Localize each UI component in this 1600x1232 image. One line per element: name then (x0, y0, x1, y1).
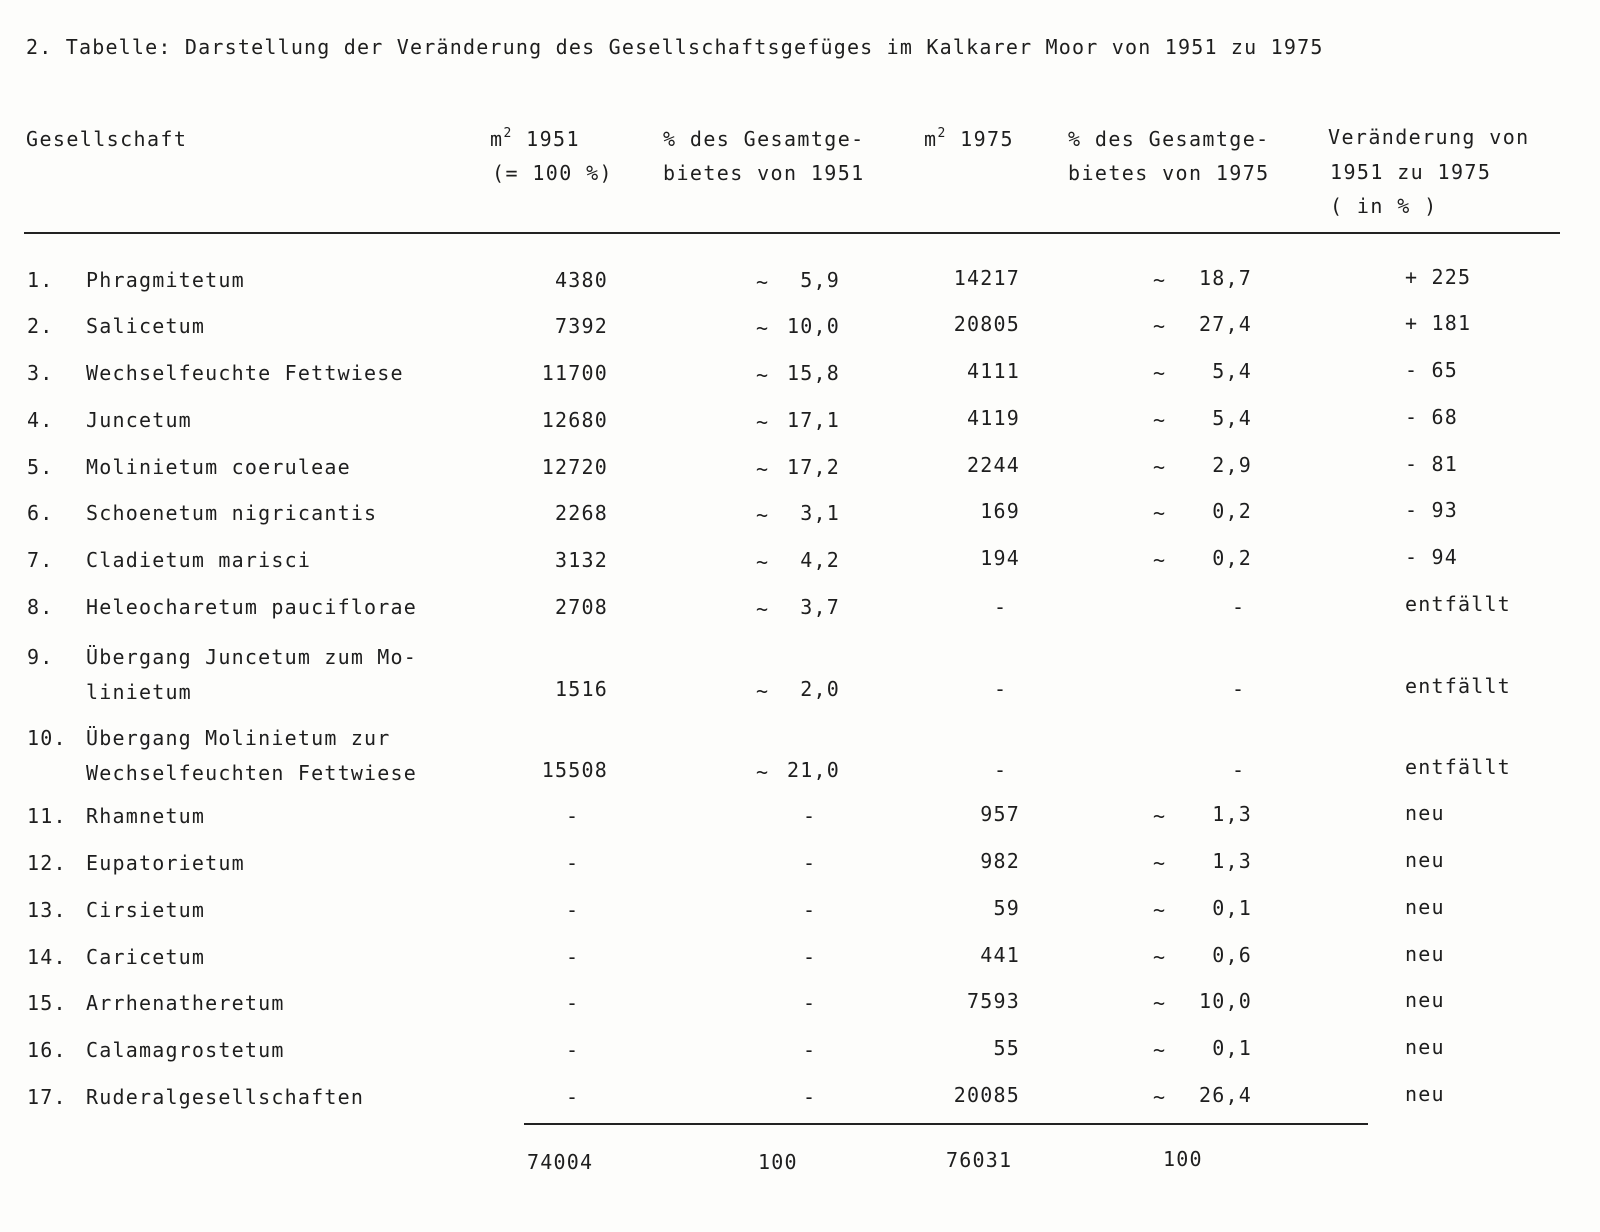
row-pct-1975: 0,1 (1212, 896, 1252, 920)
row-name: Ruderalgesellschaften (86, 1085, 365, 1109)
row-change: - 93 (1405, 498, 1458, 522)
row-m2-1951: - (566, 1085, 580, 1109)
row-pct-1975-tilde: ~ (1153, 1085, 1167, 1109)
row-pct-1951: 2,0 (800, 677, 840, 701)
row-change: neu (1405, 801, 1445, 825)
row-change: neu (1405, 895, 1445, 919)
row-pct-1951: 5,9 (800, 268, 840, 292)
row-change: entfällt (1405, 755, 1511, 779)
row-index: 15. (27, 991, 67, 1015)
row-pct-1975-tilde: ~ (1153, 898, 1167, 922)
row-m2-1975: - (994, 595, 1008, 619)
row-name-cont: linietum (86, 680, 192, 704)
row-pct-1951: - (803, 804, 817, 828)
row-change: - 68 (1405, 405, 1458, 429)
row-m2-1975: 20085 (953, 1083, 1020, 1107)
row-index: 3. (27, 361, 54, 385)
row-pct-1951: - (803, 851, 817, 875)
row-pct-1951: 21,0 (787, 758, 840, 782)
row-index: 1. (27, 268, 54, 292)
row-name-cont: Wechselfeuchten Fettwiese (86, 761, 418, 785)
row-m2-1951: 4380 (555, 268, 608, 292)
row-pct-1975-tilde: ~ (1153, 851, 1167, 875)
header-pct-1975-line2: bietes von 1975 (1068, 161, 1270, 185)
row-m2-1975: 14217 (953, 266, 1020, 290)
header-pct-1951-line1: % des Gesamtge- (663, 127, 865, 151)
row-name: Phragmitetum (86, 268, 245, 292)
row-m2-1975: 7593 (967, 989, 1020, 1013)
row-pct-1975-tilde: ~ (1153, 945, 1167, 969)
row-m2-1951: - (566, 804, 580, 828)
row-name: Übergang Juncetum zum Mo- (86, 645, 418, 669)
row-pct-1951-tilde: ~ (756, 550, 770, 574)
row-pct-1951-tilde: ~ (756, 457, 770, 481)
row-name: Calamagrostetum (86, 1038, 285, 1062)
header-change-line1: Veränderung von (1328, 125, 1530, 149)
row-change: neu (1405, 942, 1445, 966)
row-pct-1975-tilde: ~ (1153, 804, 1167, 828)
row-pct-1975: - (1232, 595, 1246, 619)
row-name: Eupatorietum (86, 851, 245, 875)
row-m2-1975: 59 (993, 896, 1020, 920)
row-m2-1975: 4111 (967, 359, 1020, 383)
row-m2-1951: - (566, 851, 580, 875)
row-name: Übergang Molinietum zur (86, 726, 391, 750)
header-m2-1951: $m^2$ 1951 (490, 126, 580, 151)
row-m2-1975: 169 (980, 499, 1020, 523)
row-change: entfällt (1405, 674, 1511, 698)
header-m2-1975: $m^2$ 1975 (924, 126, 1014, 151)
row-m2-1975: - (994, 677, 1008, 701)
row-m2-1951: - (566, 1038, 580, 1062)
row-m2-1951: 1516 (555, 677, 608, 701)
header-pct-1951-line2: bietes von 1951 (663, 161, 865, 185)
row-pct-1975-tilde: ~ (1153, 991, 1167, 1015)
header-change-line2: 1951 zu 1975 (1330, 160, 1492, 184)
row-change: entfällt (1405, 592, 1511, 616)
row-pct-1975-tilde: ~ (1153, 548, 1167, 572)
row-index: 4. (27, 408, 54, 432)
row-pct-1951: 3,7 (800, 595, 840, 619)
row-name: Cirsietum (86, 898, 206, 922)
row-change: + 225 (1405, 265, 1472, 289)
row-index: 12. (27, 851, 67, 875)
row-m2-1951: 2708 (555, 595, 608, 619)
row-pct-1951-tilde: ~ (756, 760, 770, 784)
row-index: 5. (27, 455, 54, 479)
header-gesellschaft: Gesellschaft (26, 127, 188, 151)
row-change: - 94 (1405, 545, 1458, 569)
row-name: Caricetum (86, 945, 206, 969)
row-change: + 181 (1405, 311, 1472, 335)
row-index: 10. (27, 726, 67, 750)
totals-rule (524, 1123, 1368, 1125)
row-name: Cladietum marisci (86, 548, 312, 572)
row-index: 2. (27, 314, 54, 338)
row-m2-1951: 2268 (555, 501, 608, 525)
row-name: Wechselfeuchte Fettwiese (86, 361, 404, 385)
row-pct-1951: - (803, 945, 817, 969)
row-pct-1975: - (1232, 677, 1246, 701)
row-name: Rhamnetum (86, 804, 206, 828)
row-m2-1975: 4119 (967, 406, 1020, 430)
row-pct-1975: 5,4 (1212, 359, 1252, 383)
header-pct-1975-line1: % des Gesamtge- (1068, 127, 1270, 151)
row-m2-1975: 441 (980, 943, 1020, 967)
row-pct-1975-tilde: ~ (1153, 268, 1167, 292)
row-change: - 65 (1405, 358, 1458, 382)
row-m2-1951: - (566, 945, 580, 969)
row-change: neu (1405, 1082, 1445, 1106)
row-name: Schoenetum nigricantis (86, 501, 378, 525)
row-m2-1975: 194 (980, 546, 1020, 570)
row-index: 11. (27, 804, 67, 828)
row-m2-1951: 12720 (541, 455, 608, 479)
row-pct-1975-tilde: ~ (1153, 455, 1167, 479)
row-pct-1975: 5,4 (1212, 406, 1252, 430)
row-index: 13. (27, 898, 67, 922)
row-pct-1951-tilde: ~ (756, 363, 770, 387)
row-change: neu (1405, 848, 1445, 872)
row-pct-1975-tilde: ~ (1153, 1038, 1167, 1062)
row-index: 7. (27, 548, 54, 572)
row-index: 16. (27, 1038, 67, 1062)
row-pct-1975: 27,4 (1199, 312, 1252, 336)
row-pct-1951-tilde: ~ (756, 503, 770, 527)
row-pct-1951: 15,8 (787, 361, 840, 385)
row-m2-1951: - (566, 991, 580, 1015)
row-pct-1975: - (1232, 758, 1246, 782)
table-title: 2. Tabelle: Darstellung der Veränderung des Gesellschaftsgefüges im Kalkarer Moor von 1951 zu 1975 (26, 35, 1324, 59)
row-name: Molinietum coeruleae (86, 455, 351, 479)
row-pct-1951: - (803, 1085, 817, 1109)
row-pct-1975: 2,9 (1212, 453, 1252, 477)
row-change: neu (1405, 1035, 1445, 1059)
row-name: Heleocharetum pauciflorae (86, 595, 418, 619)
row-index: 9. (27, 645, 54, 669)
row-pct-1951: 17,2 (787, 455, 840, 479)
total-pct-1975: 100 (1163, 1147, 1203, 1171)
row-pct-1951: 10,0 (787, 314, 840, 338)
row-m2-1951: 7392 (555, 314, 608, 338)
row-pct-1975: 0,1 (1212, 1036, 1252, 1060)
row-pct-1951-tilde: ~ (756, 270, 770, 294)
row-pct-1975-tilde: ~ (1153, 314, 1167, 338)
row-pct-1975: 0,6 (1212, 943, 1252, 967)
total-pct-1951: 100 (758, 1150, 798, 1174)
row-pct-1975: 1,3 (1212, 802, 1252, 826)
row-pct-1951-tilde: ~ (756, 597, 770, 621)
row-m2-1951: 12680 (541, 408, 608, 432)
row-name: Salicetum (86, 314, 206, 338)
row-pct-1951: - (803, 1038, 817, 1062)
row-change: neu (1405, 988, 1445, 1012)
row-pct-1951-tilde: ~ (756, 410, 770, 434)
row-pct-1951: 17,1 (787, 408, 840, 432)
row-pct-1975: 10,0 (1199, 989, 1252, 1013)
row-pct-1975-tilde: ~ (1153, 361, 1167, 385)
row-pct-1951: - (803, 898, 817, 922)
header-change-line3: ( in % ) (1330, 194, 1438, 218)
row-m2-1975: 982 (980, 849, 1020, 873)
row-index: 14. (27, 945, 67, 969)
row-change: - 81 (1405, 452, 1458, 476)
row-index: 17. (27, 1085, 67, 1109)
row-pct-1951: 3,1 (800, 501, 840, 525)
row-m2-1951: - (566, 898, 580, 922)
row-m2-1951: 3132 (555, 548, 608, 572)
row-pct-1975-tilde: ~ (1153, 501, 1167, 525)
row-name: Juncetum (86, 408, 192, 432)
row-index: 8. (27, 595, 54, 619)
row-m2-1975: 2244 (967, 453, 1020, 477)
row-pct-1951: - (803, 991, 817, 1015)
row-pct-1951-tilde: ~ (756, 679, 770, 703)
row-pct-1975: 26,4 (1199, 1083, 1252, 1107)
row-m2-1975: - (994, 758, 1008, 782)
row-m2-1975: 957 (980, 802, 1020, 826)
row-m2-1951: 11700 (541, 361, 608, 385)
row-pct-1975: 1,3 (1212, 849, 1252, 873)
row-pct-1975-tilde: ~ (1153, 408, 1167, 432)
row-m2-1951: 15508 (541, 758, 608, 782)
row-pct-1975: 0,2 (1212, 499, 1252, 523)
row-pct-1951: 4,2 (800, 548, 840, 572)
row-m2-1975: 55 (993, 1036, 1020, 1060)
row-index: 6. (27, 501, 54, 525)
row-pct-1951-tilde: ~ (756, 316, 770, 340)
row-pct-1975: 18,7 (1199, 266, 1252, 290)
row-pct-1975: 0,2 (1212, 546, 1252, 570)
total-m2-1951: 74004 (527, 1150, 594, 1174)
row-name: Arrhenatheretum (86, 991, 285, 1015)
header-m2-1951-sub: (= 100 %) (492, 161, 613, 185)
row-m2-1975: 20805 (953, 312, 1020, 336)
total-m2-1975: 76031 (946, 1148, 1013, 1172)
